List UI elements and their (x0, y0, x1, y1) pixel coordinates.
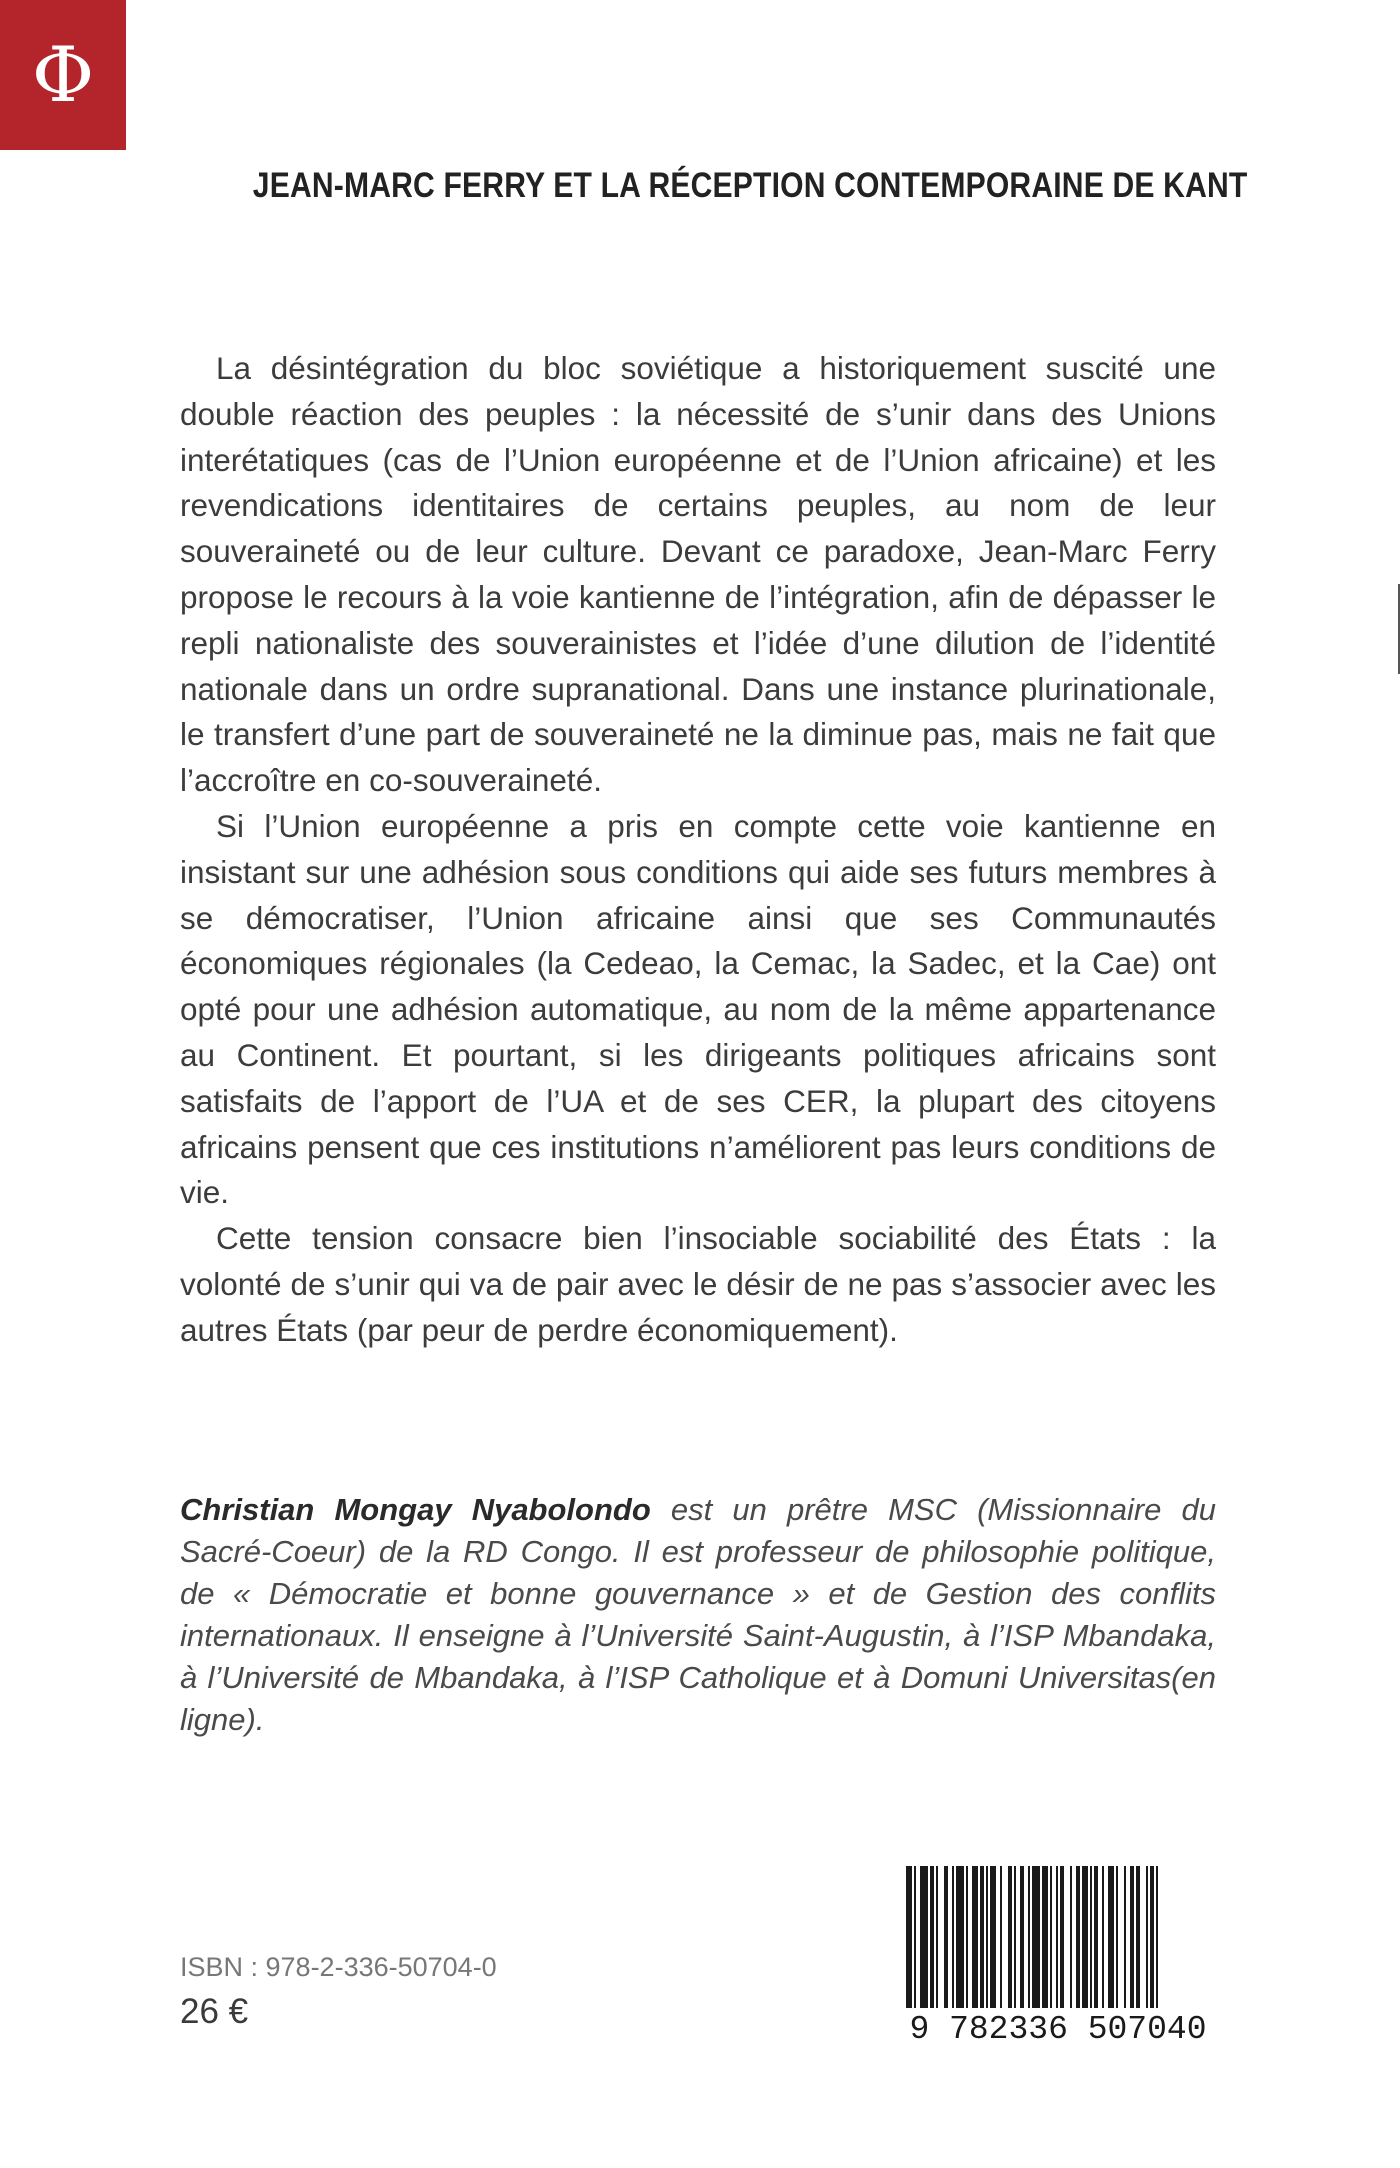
publisher-logo (0, 0, 126, 150)
author-bio (180, 1489, 1216, 1741)
isbn-label: ISBN : 978-2-336-50704-0 (180, 1952, 497, 1982)
barcode-bar (1028, 1866, 1030, 2016)
barcode-bar (972, 1866, 978, 2016)
book-summary (180, 346, 1216, 1354)
barcode-bar (1000, 1866, 1002, 2016)
phi-logo-icon: Φ (31, 30, 95, 119)
barcode-bar (930, 1866, 934, 2016)
barcode-bar (1150, 1866, 1154, 2016)
barcode-bar (1070, 1866, 1072, 2016)
summary-paragraph-2: Si l’Union européenne a pris en compte cette voie kantienne en insistant sur une adhésion sous conditions qui aide ses futurs membres à se démocratiser, l’Union africaine ainsi que ses Communautés économiques régionales (la Cedeao, la Cemac, la Sadec, et la Cae) ont opté pour une adhésion automatique, au nom de la même appartenance au Continent. Et pourtant, si les dirigeants politiques africains sont satisfaits de l’apport de l’UA et de ses CER, la plupart des citoyens africains pensent que ces institutions n’améliorent pas leurs conditions de vie. (180, 807, 1216, 1211)
barcode-bar (1008, 1866, 1012, 2016)
barcode-bar (1056, 1866, 1058, 2016)
barcode-bar (1124, 1866, 1126, 2016)
barcode-bar (1146, 1866, 1148, 2016)
barcode-bar (1032, 1866, 1040, 2016)
barcode-bar (1130, 1866, 1134, 2016)
author-name: Christian Mongay Nyabolondo (180, 1492, 651, 1527)
barcode-bar (1014, 1866, 1016, 2016)
price-label: 26 € (180, 1992, 249, 2031)
barcode-bar (986, 1866, 988, 2016)
summary-paragraph-3: Cette tension consacre bien l’insociable sociabilité des États : la volonté de s’unir qui va de pair avec le désir de ne pas s’associer avec les autres États (par peur de perdre économiquement). (180, 1220, 1216, 1348)
barcode-bar (1156, 1866, 1158, 2016)
barcode-bar (906, 1866, 912, 2016)
barcode-bar (966, 1866, 968, 2016)
barcode-bar (1060, 1866, 1064, 2016)
barcode-bar (1050, 1866, 1052, 2016)
barcode-bar (1090, 1866, 1092, 2016)
barcode-bar (1094, 1866, 1098, 2016)
barcode-bar (1020, 1866, 1024, 2016)
barcode-bar (1116, 1866, 1118, 2016)
barcode-bar (990, 1866, 996, 2016)
barcode-bar (944, 1866, 948, 2016)
author-bio-text: est un prêtre MSC (Missionnaire du Sacré-Coeur) de la RD Congo. Il est professeur de philosophie politique, de « Démocratie et bonne gouvernance » et de Gestion des conflits internationaux. Il enseigne à l’Université Saint-Augustin, à l’ISP Mbandaka, à l’Université de Mbandaka, à l’ISP Catholique et à Domuni Universitas(en ligne). (180, 1492, 1216, 1737)
barcode-bar (980, 1866, 984, 2016)
barcode-bar (956, 1866, 964, 2016)
barcode-bar (1136, 1866, 1140, 2016)
barcode-bar (914, 1866, 916, 2016)
barcode-bar (1102, 1866, 1104, 2016)
barcode-bars (900, 1866, 1216, 2042)
barcode-bar (936, 1866, 938, 2016)
barcode-bar (1042, 1866, 1048, 2016)
barcode-bar (920, 1866, 928, 2016)
barcode-bar (1076, 1866, 1080, 2016)
barcode-bar (1108, 1866, 1114, 2016)
barcode-bar (1082, 1866, 1088, 2016)
book-title: JEAN-MARC FERRY ET LA RÉCEPTION CONTEMPORAINE DE KANT (252, 166, 1248, 205)
barcode-bar (952, 1866, 954, 2016)
barcode (900, 1866, 1216, 2042)
summary-paragraph-1: La désintégration du bloc soviétique a historiquement suscité une double réaction des peuples : la nécessité de s’unir dans des Unions interétatiques (cas de l’Union européenne et de l’Union africaine) et les revendications identitaires de certains peuples, au nom de leur souveraineté ou de leur culture. Devant ce paradoxe, Jean-Marc Ferry propose le recours à la voie kantienne de l’intégration, afin de dépasser le repli nationaliste des souverainistes et l’idée d’une dilution de l’identité nationale dans un ordre supranational. Dans une instance plurinationale, le transfert d’une part de souveraineté ne la diminue pas, mais ne fait que l’accroître en co-souveraineté. (180, 350, 1216, 799)
barcode-digits: 9 782336 507040 (909, 2011, 1207, 2042)
